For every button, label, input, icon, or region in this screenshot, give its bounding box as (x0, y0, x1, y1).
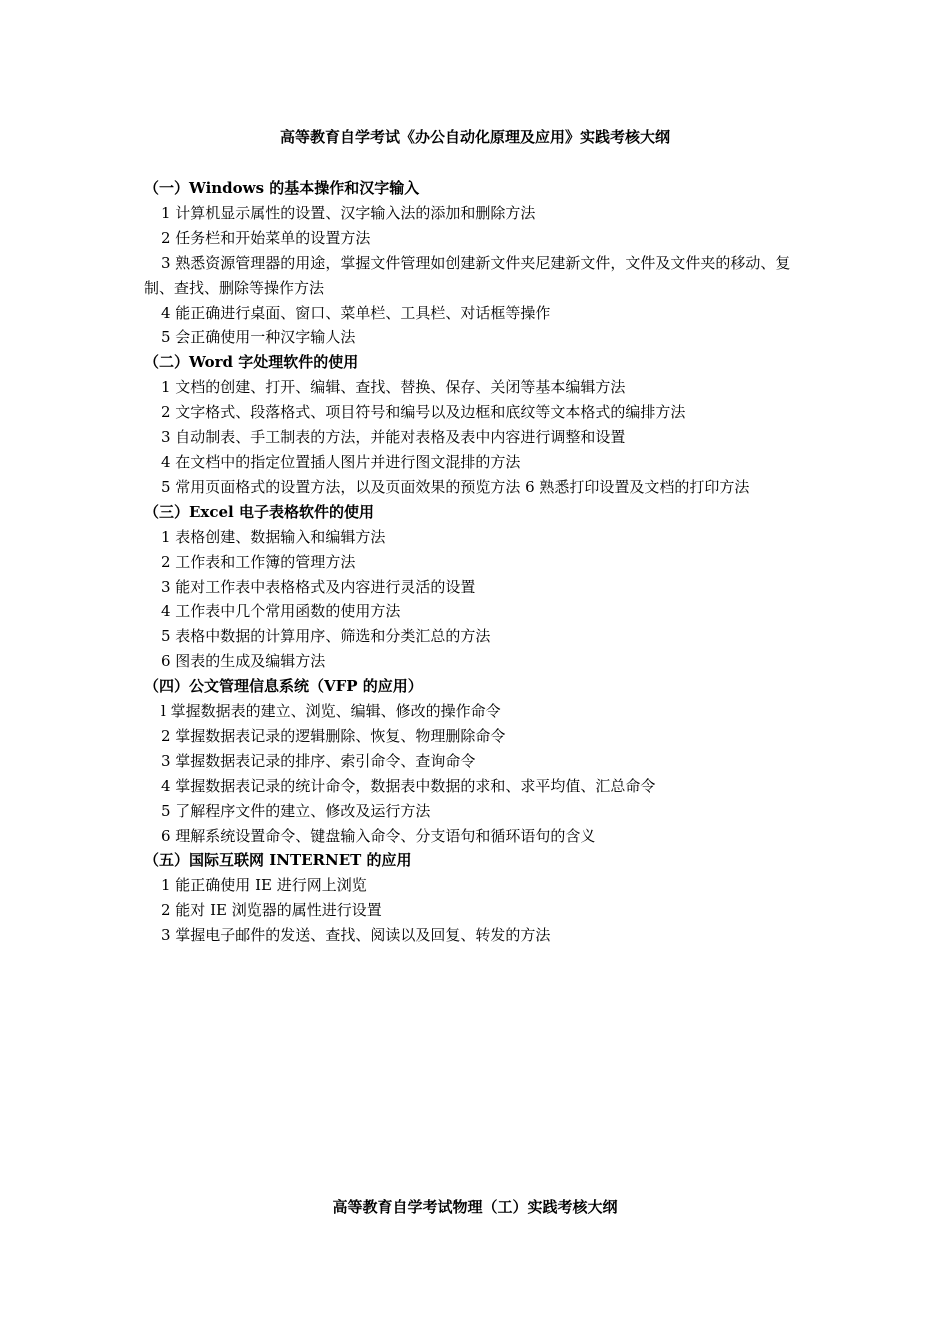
section-heading-vfp: （四）公文管理信息系统（VFP 的应用） (144, 677, 423, 696)
list-item: 2 文字格式、段落格式、项目符号和编号以及边框和底纹等文本格式的编排方法 (161, 403, 686, 422)
list-item: 3 自动制表、手工制表的方法，并能对表格及表中内容进行调整和设置 (161, 428, 626, 447)
outline-body (144, 176, 812, 948)
list-item: 1 计算机显示属性的设置、汉字输入法的添加和删除方法 (161, 203, 536, 222)
list-item: 6 理解系统设置命令、键盘输入命令、分支语句和循环语句的含义 (161, 826, 596, 845)
list-item: 5 表格中数据的计算用序、筛选和分类汇总的方法 (161, 627, 491, 646)
list-item: 1 表格创建、数据输入和编辑方法 (161, 527, 386, 546)
list-item: 3 掌握电子邮件的发送、查找、阅读以及回复、转发的方法 (161, 926, 551, 945)
list-item: 4 工作表中几个常用函数的使用方法 (161, 602, 401, 621)
list-item: 2 能对 IE 浏览器的属性进行设置 (161, 901, 382, 920)
list-item: 1 文档的创建、打开、编辑、查找、替换、保存、关闭等基本编辑方法 (161, 378, 626, 397)
list-item: 6 图表的生成及编辑方法 (161, 652, 326, 671)
section-heading-internet: （五）国际互联网 INTERNET 的应用 (144, 851, 412, 870)
list-item: 2 任务栏和开始菜单的设置方法 (161, 228, 371, 247)
list-item: 3 熟悉资源管理器的用途，掌握文件管理如创建新文件夹尼建新文件，文件及文件夹的移动、复制、查找、删除等操作方法 (144, 253, 791, 297)
list-item: 3 掌握数据表记录的排序、索引命令、查询命令 (161, 751, 476, 770)
list-item: 4 在文档中的指定位置插人图片并进行图文混排的方法 (161, 452, 521, 471)
list-item: l 掌握数据表的建立、浏览、编辑、修改的操作命令 (161, 702, 501, 721)
list-item: 1 能正确使用 IE 进行网上浏览 (161, 876, 367, 895)
list-item: 2 掌握数据表记录的逻辑删除、恢复、物理删除命令 (161, 726, 506, 745)
document-title: 高等教育自学考试《办公自动化原理及应用》实践考核大纲 (279, 128, 670, 146)
list-item: 5 了解程序文件的建立、修改及运行方法 (161, 801, 431, 820)
section-heading-word: （二）Word 字处理软件的使用 (144, 353, 359, 372)
next-document-title: 高等教育自学考试物理（工）实践考核大纲 (332, 1198, 618, 1216)
section-heading-excel: （三）Excel 电子表格软件的使用 (144, 502, 374, 521)
list-item: 4 能正确进行桌面、窗口、菜单栏、工具栏、对话框等操作 (161, 303, 551, 322)
list-item: 4 掌握数据表记录的统计命令，数据表中数据的求和、求平均值、汇总命令 (161, 776, 656, 795)
list-item: 5 会正确使用一种汉字输人法 (161, 328, 356, 347)
section-heading-windows: （一）Windows 的基本操作和汉字输入 (144, 179, 420, 197)
list-item: 2 工作表和工作簿的管理方法 (161, 552, 356, 571)
list-item: 3 能对工作表中表格格式及内容进行灵活的设置 (161, 577, 476, 596)
list-item: 5 常用页面格式的设置方法，以及页面效果的预览方法 6 熟悉打印设置及文档的打印方法 (161, 477, 750, 496)
